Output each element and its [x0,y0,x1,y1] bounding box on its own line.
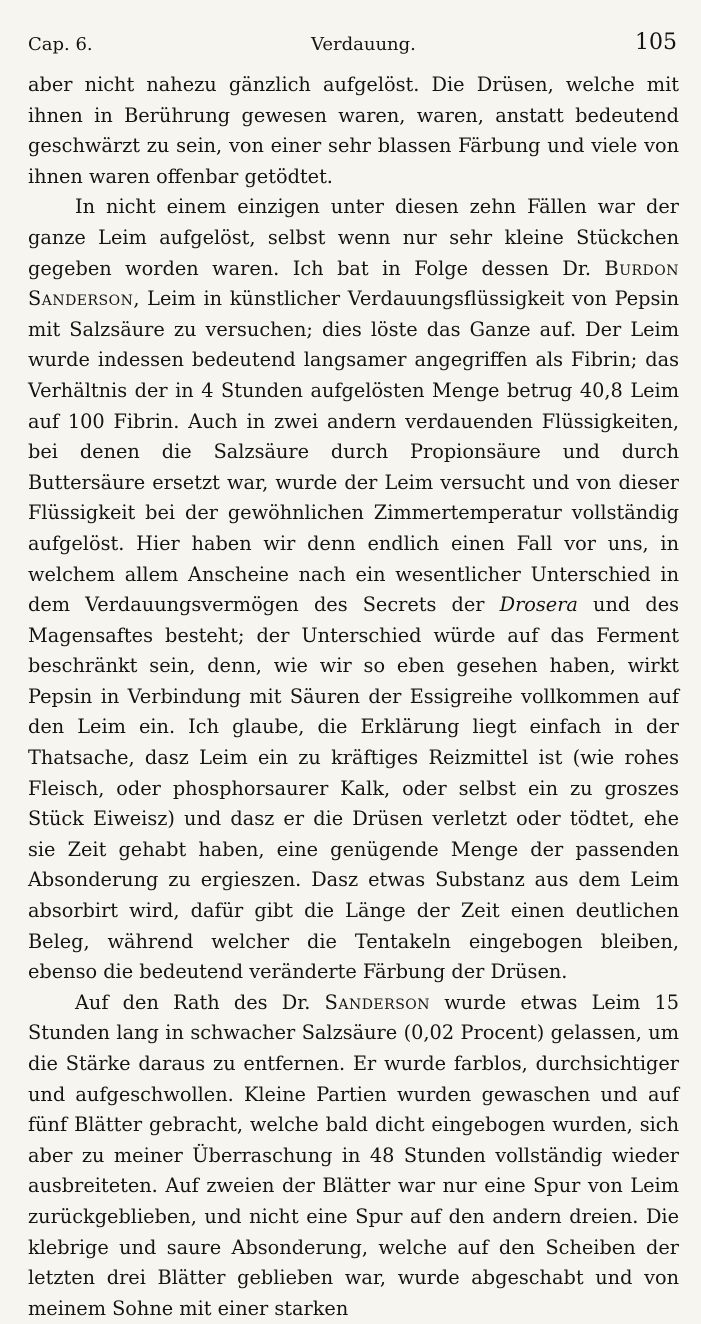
section-title: Verdauung. [311,34,416,55]
author-name-sanderson: Sanderson [324,990,431,1014]
body-text [28,70,679,1324]
paragraph-2 [28,192,679,987]
paragraph-2-text-a: In nicht einem einzigen unter diesen zehn Fällen war der ganze Leim aufgelöst, selbst wenn nur sehr kleine Stückchen gegeben worden waren. Ich bat in Folge dessen Dr. [28,195,679,280]
genus-name-drosera: Drosera [499,593,578,617]
author-name-burdon-sanderson: Burdon Sanderson [28,256,679,311]
page-number: 105 [635,30,677,55]
paragraph-1-text: aber nicht nahezu gänzlich aufgelöst. Die Drüsen, welche mit ihnen in Berührung gewesen waren, waren, anstatt bedeutend geschwärzt zu sein, von einer sehr blassen Färbung und viele von ihnen waren offenbar getödtet. [28,73,679,188]
paragraph-3-text-a: Auf den Rath des Dr. [75,990,325,1014]
paragraph-3 [28,988,679,1324]
running-head [28,30,679,70]
paragraph-2-text-b: , Leim in künstlicher Verdauungsflüssigkeit von Pepsin mit Salzsäure zu versuchen; dies löste das Ganze auf. Der Leim wurde indessen bedeutend langsamer angegriffen als Fibrin; das Verhältnis der in 4 Stunden aufgelösten Menge betrug 40,8 Leim auf 100 Fibrin. Auch in zwei andern verdauenden Flüssigkeiten, bei denen die Salzsäure durch Propionsäure und durch Buttersäure ersetzt war, wurde der Leim versucht und von dieser Flüssigkeit bei der gewöhnlichen Zimmertemperatur vollständig aufgelöst. Hier haben wir denn endlich einen Fall vor uns, in welchem allem Anscheine nach ein wesentlicher Unterschied in dem Verdauungsvermögen des Secrets der [28,287,679,617]
paragraph-3-text-b: wurde etwas Leim 15 Stunden lang in schwacher Salzsäure (0,02 Procent) gelassen, um die Stärke daraus zu entfernen. Er wurde farblos, durchsichtiger und aufgeschwollen. Kleine Partien wurden gewaschen und auf fünf Blätter gebracht, welche bald dicht eingebogen wurden, sich aber zu meiner Überraschung in 48 Stunden vollständig wieder ausbreiteten. Auf zweien der Blätter war nur eine Spur von Leim zurückgeblieben, und nicht eine Spur auf den andern dreien. Die klebrige und saure Absonderung, welche auf den Scheiben der letzten drei Blätter geblieben war, wurde abgeschabt und von meinem Sohne mit einer starken [28,990,679,1320]
paragraph-2-text-c: und des Magensaftes besteht; der Unterschied würde auf das Ferment beschränkt sein, denn, wie wir so eben gesehen haben, wirkt Pepsin in Verbindung mit Säuren der Essigreihe vollkommen auf den Leim ein. Ich glaube, die Erklärung liegt einfach in der Thatsache, dasz Leim ein zu kräftiges Reizmittel ist (wie rohes Fleisch, oder phosphorsaurer Kalk, oder selbst ein zu groszes Stück Eiweisz) und dasz er die Drüsen verletzt oder tödtet, ehe sie Zeit gehabt haben, eine genügende Menge der passenden Absonderung zu ergieszen. Dasz etwas Substanz aus dem Leim absorbirt wird, dafür gibt die Länge der Zeit einen deutlichen Beleg, während welcher die Tentakeln eingebogen bleiben, ebenso die bedeutend veränderte Färbung der Drüsen. [28,593,679,984]
paragraph-1 [28,70,679,192]
chapter-label: Cap. 6. [28,34,93,55]
